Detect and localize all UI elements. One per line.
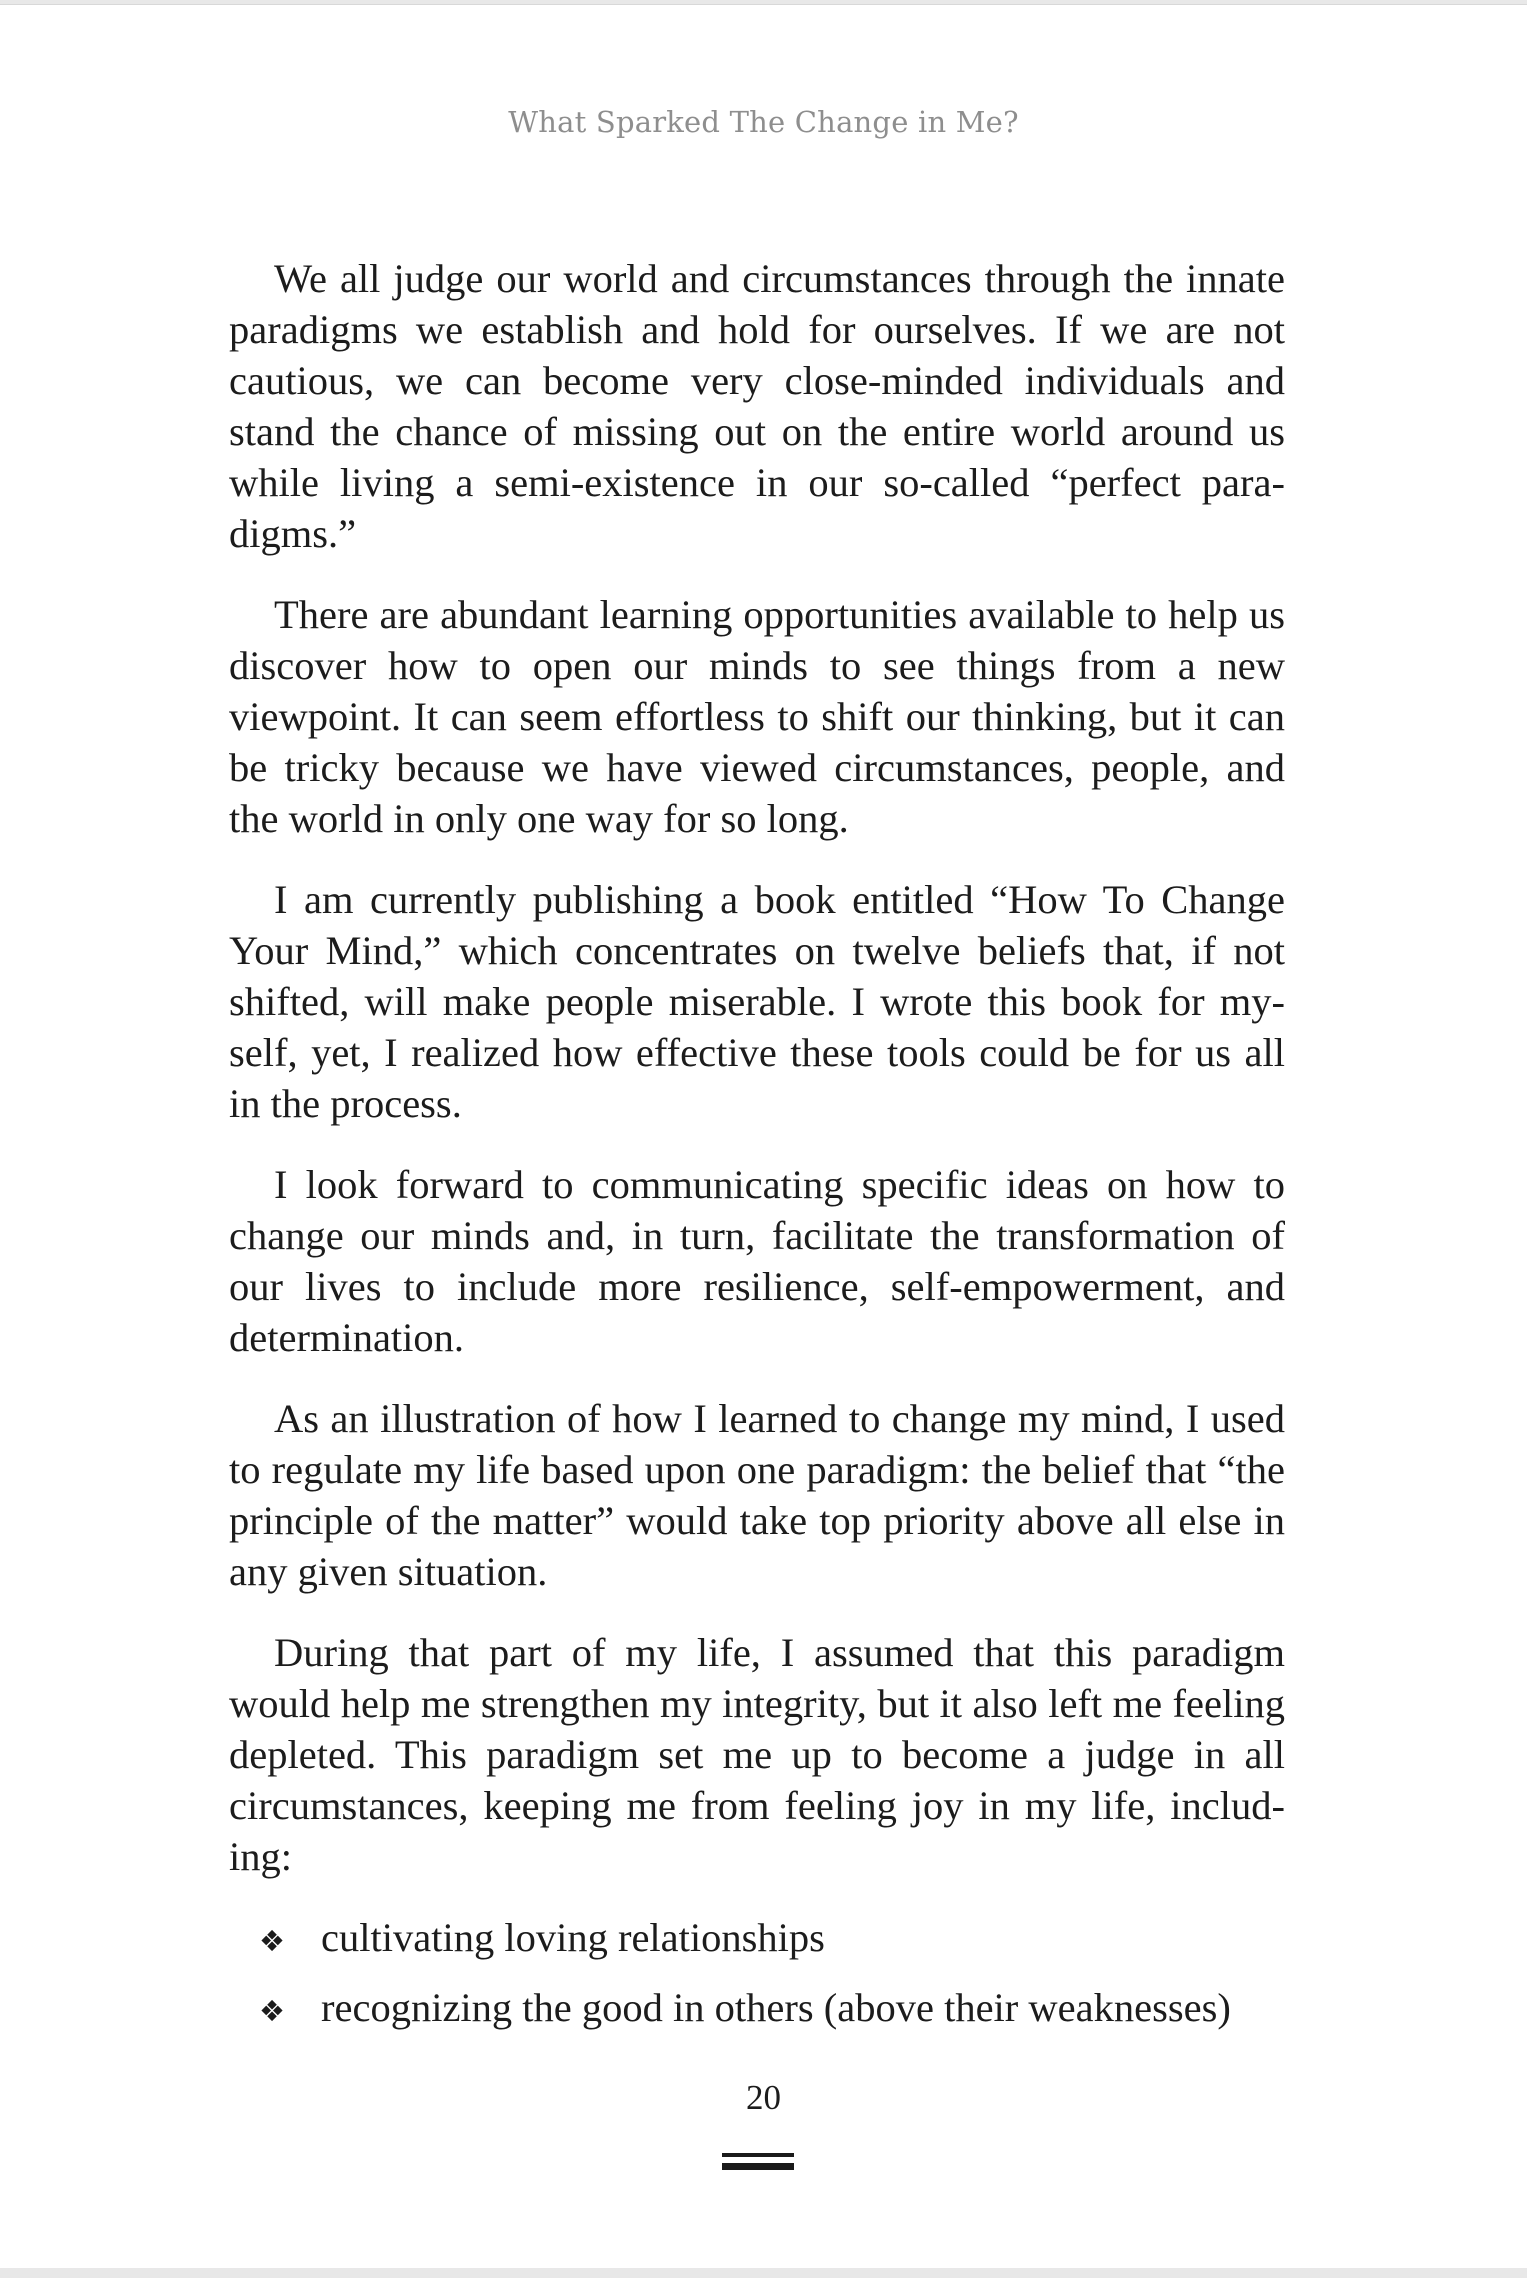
page-number: 20 xyxy=(746,2078,781,2117)
diamond-bullet-icon: ❖ xyxy=(259,1994,285,2028)
paragraph: I am currently publishing a book entitled “How To Change Your Mind,” which concentrates on twelve beliefs that, if not shifted, will make people miserable. I wrote this book for myself, yet, I realized how effective these tools could be for us all in the process. xyxy=(229,877,1285,1126)
paragraph: There are abundant learning opportunities available to help us discover how to open our minds to see things from a new viewpoint. It can seem effortless to shift our thinking, but it can be tricky because we have viewed circumstances, people, and the world in only one way for so long. xyxy=(229,592,1285,841)
running-header: What Sparked The Change in Me? xyxy=(508,105,1019,139)
menu-handle-bar-top xyxy=(722,2153,794,2157)
paragraph: As an illustration of how I learned to change my mind, I used to regulate my life based upon one paradigm: the belief that “the principle of the matter” would take top priority above all else in any given situation. xyxy=(229,1396,1285,1594)
menu-handle-icon[interactable] xyxy=(722,2153,794,2175)
paragraph: I look forward to communicating specific ideas on how to change our minds and, in turn, facilitate the transformation of our lives to include more resilience, self-empowerment, and determination. xyxy=(229,1162,1285,1360)
page-body xyxy=(229,253,1285,2052)
diamond-bullet-icon: ❖ xyxy=(259,1924,285,1958)
bullet-list xyxy=(229,1912,1285,2037)
paragraph: We all judge our world and circumstances through the innate paradigms we establish and hold for ourselves. If we are not cautious, we can become very close-minded individuals and stand the chance of missing out on the entire world around us while living a semi-existence in our so-called “perfect paradigms.” xyxy=(229,256,1285,556)
paragraph: During that part of my life, I assumed that this paradigm would help me strengthen my integrity, but it also left me feeling depleted. This paradigm set me up to become a judge in all circumstances, keeping me from feeling joy in my life, including: xyxy=(229,1630,1285,1879)
list-item xyxy=(259,1912,1285,1967)
book-page xyxy=(0,4,1527,2268)
list-item-text: cultivating loving relationships xyxy=(321,1915,825,1960)
list-item xyxy=(259,1982,1285,2037)
list-item-text: recognizing the good in others (above their weaknesses) xyxy=(321,1985,1231,2030)
menu-handle-bar-bottom xyxy=(722,2163,794,2170)
